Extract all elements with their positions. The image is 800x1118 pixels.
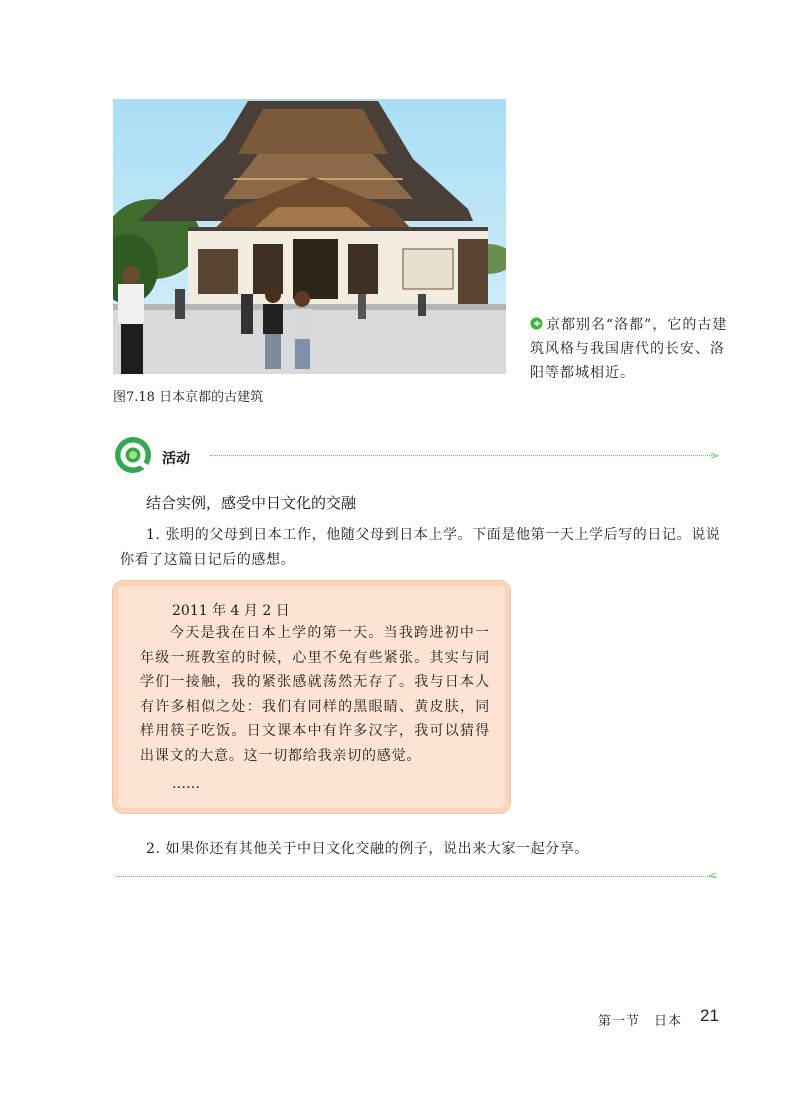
figure-caption: 图7.18 日本京都的古建筑	[113, 390, 264, 405]
sidenote-text: 京都别名“洛都”，它的古建筑风格与我国唐代的长安、洛阳等都城相近。	[530, 317, 728, 381]
activity-label: 活动	[162, 451, 190, 467]
page-number: 21	[700, 1006, 719, 1025]
activity-question-2: 2. 如果你还有其他关于中日文化交融的例子，说出来大家一起分享。	[146, 841, 590, 857]
footer-section-title: 第一节 日本	[598, 1014, 683, 1029]
diary-ellipsis: ……	[172, 776, 200, 792]
dotted-divider-top	[210, 455, 714, 456]
activity-title: 结合实例，感受中日文化的交融	[146, 494, 357, 512]
chevron-right-icon: >	[710, 449, 720, 462]
diary-date: 2011 年 4 月 2 日	[172, 603, 290, 619]
green-arrow-icon	[530, 317, 543, 330]
diary-body: 今天是我在日本上学的第一天。当我跨进初中一年级一班教室的时候，心里不免有些紧张。其实与同学们一接触，我的紧张感就荡然无存了。我与日本人有许多相似之处：我们有同样的黑眼睛、黄皮肤，同样用筷子吃饭。日文课本中有许多汉字，我可以猜得出课文的大意。这一切都给我亲切的感觉。	[140, 625, 490, 764]
sidenote	[530, 313, 730, 385]
dotted-divider-bottom	[116, 876, 716, 877]
activity-question-1: 1. 张明的父母到日本工作，他随父母到日本上学。下面是他第一天上学后写的日记。说说你看了这篇日记后的感想。	[120, 527, 721, 568]
kyoto-temple-photo	[113, 99, 506, 374]
chevron-left-icon: <	[708, 869, 718, 882]
activity-icon	[114, 436, 152, 474]
